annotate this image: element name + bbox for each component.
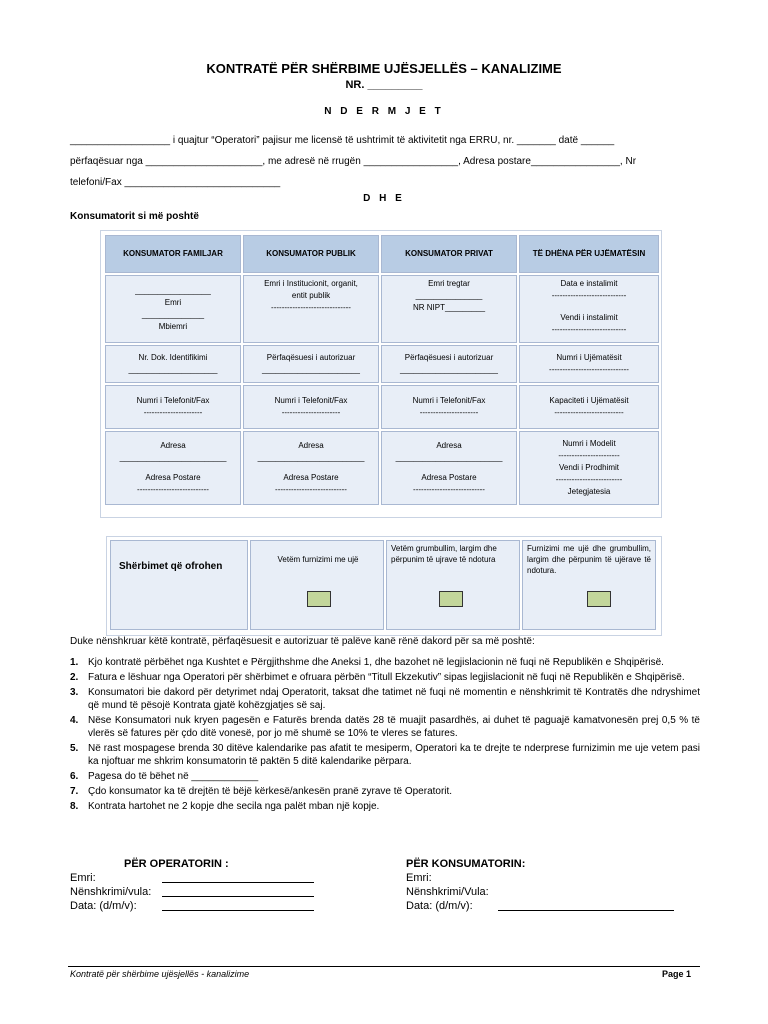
- consumer-signature-label: Nënshkrimi/Vula:: [406, 886, 489, 898]
- intro-line-1: __________________ i quajtur “Operatori” pajisur me licensë të ushtrimit të aktivitetit nga ERRU, nr. _______ datë ______: [70, 135, 615, 146]
- header-privat: KONSUMATOR PRIVAT: [381, 235, 517, 273]
- service-option-label: Furnizimi me ujë dhe grumbullim, largim dhe përpunim të ujërave të ndotura.: [527, 544, 651, 575]
- clause-text: Fatura e lëshuar nga Operatori për shërbimet e ofruara përbën “Titull Ekzekutiv” sipas legjislacionit në fuqi në Republikën e Shqipërisë.: [88, 672, 685, 683]
- field-label: Përfaqësuesi i autorizuar: [404, 353, 494, 362]
- consumer-date-line[interactable]: [498, 910, 674, 911]
- clause-text: Pagesa do të bëhet në ____________: [88, 771, 259, 782]
- clause-number: 8.: [70, 801, 79, 812]
- contract-number: NR. _________: [345, 79, 423, 91]
- clause-number: 6.: [70, 771, 79, 782]
- clause-number: 3.: [70, 687, 79, 698]
- header-familjar: KONSUMATOR FAMILJAR: [105, 235, 241, 273]
- footer-title: Kontratë për shërbime ujësjellës - kanalizime: [70, 969, 250, 979]
- field-line: ______________________: [262, 365, 360, 374]
- cell-publik-name: [243, 275, 379, 343]
- services-table: [106, 536, 662, 636]
- header-publik: KONSUMATOR PUBLIK: [243, 235, 379, 273]
- field-label: NR NIPT_________: [412, 303, 486, 312]
- field-line: -------------------------: [555, 475, 623, 484]
- cell-familjar-address: [105, 431, 241, 505]
- clause-item: [70, 714, 700, 740]
- clause-text: Konsumatori bie dakord për detyrimet ndaj Operatorit, taksat dhe tatimet në fuqi në momentin e nënshkrimit të Kontratës dhe ndryshimet që mund të pësojë Kontrata gjatë kohëzgjatjes së saj.: [88, 687, 700, 711]
- clause-number: 5.: [70, 743, 79, 754]
- cell-meter-install: [519, 275, 659, 343]
- field-line: ________________________: [395, 453, 503, 462]
- clause-text: Kontrata hartohet ne 2 kopje dhe secila nga palët mban një kopje.: [88, 801, 380, 812]
- field-label: Vendi i Prodhimit: [558, 463, 620, 472]
- consumer-name-label: Emri:: [406, 872, 432, 884]
- field-label: Adresa: [160, 441, 186, 450]
- clause-text: Çdo konsumator ka të drejtën të bëjë kërkesë/ankesën pranë zyrave të Operatorit.: [88, 786, 453, 797]
- operator-intro: [70, 130, 700, 193]
- field-label: Jetegjatesia: [567, 487, 611, 496]
- field-line: ______________________: [400, 365, 498, 374]
- operator-name-label: Emri:: [70, 872, 96, 884]
- cell-privat-phone: [381, 385, 517, 429]
- cell-meter-number: [519, 345, 659, 383]
- service-option-sewage: [386, 540, 520, 630]
- document-title: KONTRATË PËR SHËRBIME UJËSJELLËS – KANALIZIME: [206, 61, 562, 76]
- field-line: _________________: [135, 286, 211, 295]
- clause-text: Në rast mospagese brenda 30 ditëve kalendarike pas afatit te mesiperm, Operatori ka te drejte te nderprese furnizimin me uje vetem pasi ka njoftuar me shkrim konsumatorin të paktën 5 ditë kalendarike përpara.: [88, 743, 700, 767]
- field-label: Përfaqësuesi i autorizuar: [266, 353, 356, 362]
- field-line: -----------------------: [558, 451, 620, 460]
- service-option-label: Vetëm furnizimi me ujë: [277, 555, 359, 564]
- field-line: ---------------------------: [137, 485, 209, 494]
- field-label: entit publik: [291, 291, 331, 300]
- cell-meter-model: [519, 431, 659, 505]
- clause-number: 7.: [70, 786, 79, 797]
- consumer-signature-heading: PËR KONSUMATORIN:: [406, 858, 526, 870]
- field-label: Numri i Ujëmatësit: [556, 353, 622, 362]
- cell-privat-rep: [381, 345, 517, 383]
- field-line: _______________: [415, 291, 483, 300]
- page-number: Page 1: [662, 969, 692, 979]
- clause-item: [70, 785, 700, 798]
- field-label: Emri: [164, 298, 182, 307]
- field-label: Numri i Telefonit/Fax: [136, 396, 210, 405]
- service-option-both: [522, 540, 656, 630]
- agreement-lead: Duke nënshkruar këtë kontratë, përfaqësuesit e autorizuar të palëve kanë rënë dakord për sa më poshtë:: [70, 636, 535, 647]
- clause-item: [70, 800, 700, 813]
- operator-date-line[interactable]: [162, 910, 314, 911]
- clause-number: 4.: [70, 715, 79, 726]
- service-option-water: [250, 540, 384, 630]
- service-both-checkbox[interactable]: [587, 591, 611, 607]
- footer-divider: [68, 966, 700, 967]
- operator-signature-heading: PËR OPERATORIN :: [124, 858, 229, 870]
- consumer-date-label: Data: (d/m/v):: [406, 900, 473, 912]
- cell-familjar-name: [105, 275, 241, 343]
- operator-signature-line[interactable]: [162, 896, 314, 897]
- cell-familjar-id: [105, 345, 241, 383]
- operator-signature-label: Nënshkrimi/vula:: [70, 886, 152, 898]
- field-label: Adresa Postare: [421, 473, 477, 482]
- field-label: Adresa: [298, 441, 324, 450]
- cell-publik-rep: [243, 345, 379, 383]
- field-line: ----------------------: [143, 408, 203, 417]
- field-label: Adresa: [436, 441, 462, 450]
- field-label: Adresa Postare: [145, 473, 201, 482]
- field-line: ________________________: [119, 453, 227, 462]
- field-label: Nr. Dok. Identifikimi: [138, 353, 208, 362]
- field-label: Adresa Postare: [283, 473, 339, 482]
- field-label: Numri i Telefonit/Fax: [274, 396, 348, 405]
- clause-item: [70, 656, 700, 669]
- field-line: ____________________: [128, 365, 218, 374]
- operator-name-line[interactable]: [162, 882, 314, 883]
- field-label: Mbiemri: [158, 322, 188, 331]
- consumer-heading: Konsumatorit si më poshtë: [70, 211, 199, 222]
- field-line: ______________: [141, 310, 205, 319]
- cell-privat-address: [381, 431, 517, 505]
- field-line: ----------------------: [419, 408, 479, 417]
- cell-publik-address: [243, 431, 379, 505]
- field-line: --------------------------: [554, 408, 624, 417]
- services-label: Shërbimet që ofrohen: [119, 561, 223, 572]
- clause-number: 2.: [70, 672, 79, 683]
- field-line: ----------------------: [281, 408, 341, 417]
- intro-line-2: përfaqësuar nga _____________________, me adresë në rrugën _________________, Adresa postare________________, Nr: [70, 156, 637, 167]
- field-line: ----------------------------: [551, 325, 627, 334]
- field-label: Numri i Telefonit/Fax: [412, 396, 486, 405]
- field-line: ---------------------------: [275, 485, 347, 494]
- operator-date-label: Data: (d/m/v):: [70, 900, 137, 912]
- field-label: Vendi i instalimit: [560, 313, 618, 322]
- field-label: Emri tregtar: [428, 279, 470, 288]
- header-ujematesi: TË DHËNA PËR UJËMATËSIN: [519, 235, 659, 273]
- service-option-label: Vetëm grumbullim, largim dhe përpunim të ujrave të ndotura: [391, 544, 497, 564]
- field-label: Kapaciteti i Ujëmatësit: [549, 396, 629, 405]
- clause-number: 1.: [70, 657, 79, 668]
- field-label: Numri i Modelit: [562, 439, 616, 448]
- field-line: ----------------------------: [551, 291, 627, 300]
- clause-list: [70, 656, 700, 815]
- field-label: Data e instalimit: [560, 279, 618, 288]
- clause-text: Kjo kontratë përbëhet nga Kushtet e Përgjithshme dhe Aneksi 1, dhe bazohet në legjislacionin në fuqi në Republikën e Shqipërisë.: [88, 657, 664, 668]
- clause-item: [70, 671, 700, 684]
- cell-familjar-phone: [105, 385, 241, 429]
- field-label: Emri i Institucionit, organit,: [264, 279, 358, 288]
- section-dhe: D H E: [363, 193, 405, 204]
- clause-item: [70, 742, 700, 768]
- clause-item: [70, 686, 700, 712]
- clause-text: Nëse Konsumatori nuk kryen pagesën e Faturës brenda datës 28 të muajit pasardhës, ai duhet të paguajë kamatvonesën prej 0,5 % të vlerës së fatures për çdo ditë vonesë, por jo më shumë se 10% te vleres se fatures.: [88, 715, 700, 739]
- cell-privat-name: [381, 275, 517, 343]
- consumer-table: [100, 230, 662, 518]
- cell-meter-capacity: [519, 385, 659, 429]
- field-line: ---------------------------: [413, 485, 485, 494]
- services-label-cell: [110, 540, 248, 630]
- service-water-checkbox[interactable]: [307, 591, 331, 607]
- section-ndermjet: N D E R M J E T: [324, 106, 444, 117]
- field-line: ________________________: [257, 453, 365, 462]
- intro-line-3: telefoni/Fax ____________________________: [70, 177, 281, 188]
- field-line: ------------------------------: [271, 303, 351, 312]
- cell-publik-phone: [243, 385, 379, 429]
- service-sewage-checkbox[interactable]: [439, 591, 463, 607]
- field-line: ------------------------------: [549, 365, 629, 374]
- clause-item: [70, 770, 700, 783]
